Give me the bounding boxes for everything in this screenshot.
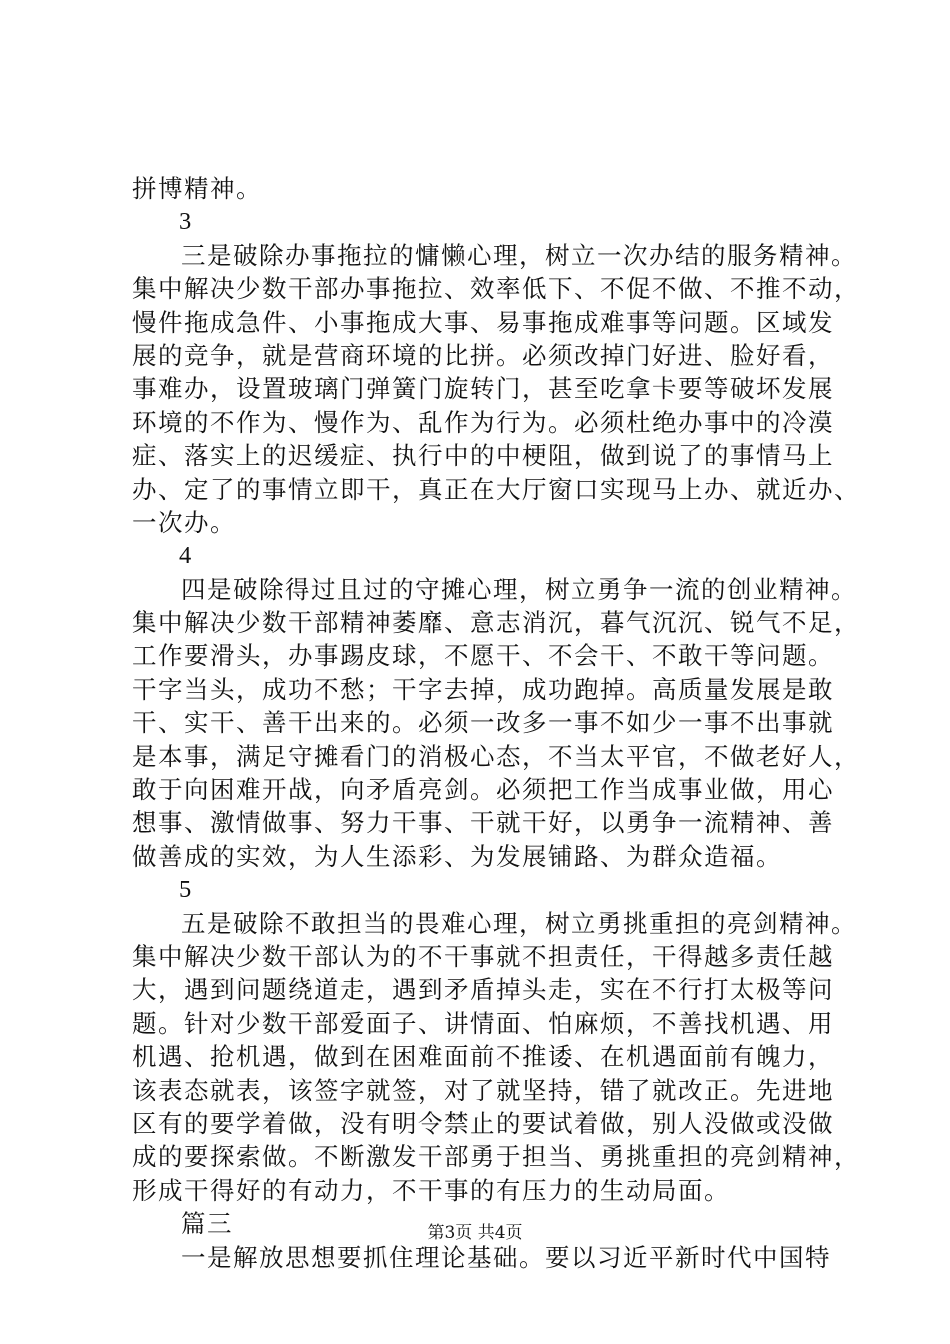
text-line: 机遇、抢机遇，做到在困难面前不推诿、在机遇面前有魄力， [132, 1042, 834, 1072]
section-number: 3 [179, 208, 192, 236]
text-line: 成的要探索做。不断激发干部勇于担当、勇挑重担的亮剑精神， [132, 1142, 860, 1172]
text-line: 区有的要学着做，没有明令禁止的要试着做，别人没做或没做 [132, 1108, 834, 1138]
text-line: 工作要滑头，办事踢皮球，不愿干、不会干、不敢干等问题。 [132, 641, 834, 671]
text-line: 做善成的实效，为人生添彩、为发展铺路、为群众造福。 [132, 841, 782, 871]
text-line: 形成干得好的有动力，不干事的有压力的生动局面。 [132, 1175, 730, 1205]
text-line: 想事、激情做事、努力干事、干就干好，以勇争一流精神、善 [132, 808, 834, 838]
text-line: 症、落实上的迟缓症、执行中的中梗阻，做到说了的事情马上 [132, 441, 834, 471]
text-line: 集中解决少数干部认为的不干事就不担责任，干得越多责任越 [132, 941, 834, 971]
text-line: 该表态就表，该签字就签，对了就坚持，错了就改正。先进地 [132, 1075, 834, 1105]
text-line: 办、定了的事情立即干，真正在大厅窗口实现马上办、就近办、 [132, 474, 860, 504]
text-line: 大，遇到问题绕道走，遇到矛盾掉头走，实在不行打太极等问 [132, 975, 834, 1005]
text-line: 展的竞争，就是营商环境的比拼。必须改掉门好进、脸好看， [132, 340, 834, 370]
document-body [132, 172, 860, 1274]
text-line: 三是破除办事拖拉的慵懒心理，树立一次办结的服务精神。 [181, 240, 857, 270]
text-line: 是本事，满足守摊看门的消极心态，不当太平官，不做老好人， [132, 741, 860, 771]
text-line: 一是解放思想要抓住理论基础。要以习近平新时代中国特 [181, 1242, 831, 1272]
section-number: 4 [179, 542, 192, 570]
text-line: 干、实干、善干出来的。必须一改多一事不如少一事不出事就 [132, 708, 834, 738]
text-line: 一次办。 [132, 507, 236, 537]
text-line: 集中解决少数干部精神萎靡、意志消沉，暮气沉沉、锐气不足， [132, 608, 860, 638]
text-line: 四是破除得过且过的守摊心理，树立勇争一流的创业精神。 [181, 574, 857, 604]
text-line: 敢于向困难开战，向矛盾亮剑。必须把工作当成事业做，用心 [132, 775, 834, 805]
text-line: 干字当头，成功不愁；干字去掉，成功跑掉。高质量发展是敢 [132, 674, 834, 704]
text-line: 环境的不作为、慢作为、乱作为行为。必须杜绝办事中的冷漠 [132, 407, 834, 437]
text-line: 篇三 [181, 1209, 233, 1239]
page-footer: 第3页 共4页 [427, 1223, 523, 1243]
text-line: 五是破除不敢担当的畏难心理，树立勇挑重担的亮剑精神。 [181, 908, 857, 938]
section-number: 5 [179, 876, 192, 904]
text-line: 慢件拖成急件、小事拖成大事、易事拖成难事等问题。区域发 [132, 307, 834, 337]
text-line: 拼博精神。 [132, 174, 262, 203]
text-line: 集中解决少数干部办事拖拉、效率低下、不促不做、不推不动， [132, 274, 860, 304]
text-line: 题。针对少数干部爱面子、讲情面、怕麻烦，不善找机遇、用 [132, 1008, 834, 1038]
text-line: 事难办，设置玻璃门弹簧门旋转门，甚至吃拿卡要等破坏发展 [132, 374, 834, 404]
